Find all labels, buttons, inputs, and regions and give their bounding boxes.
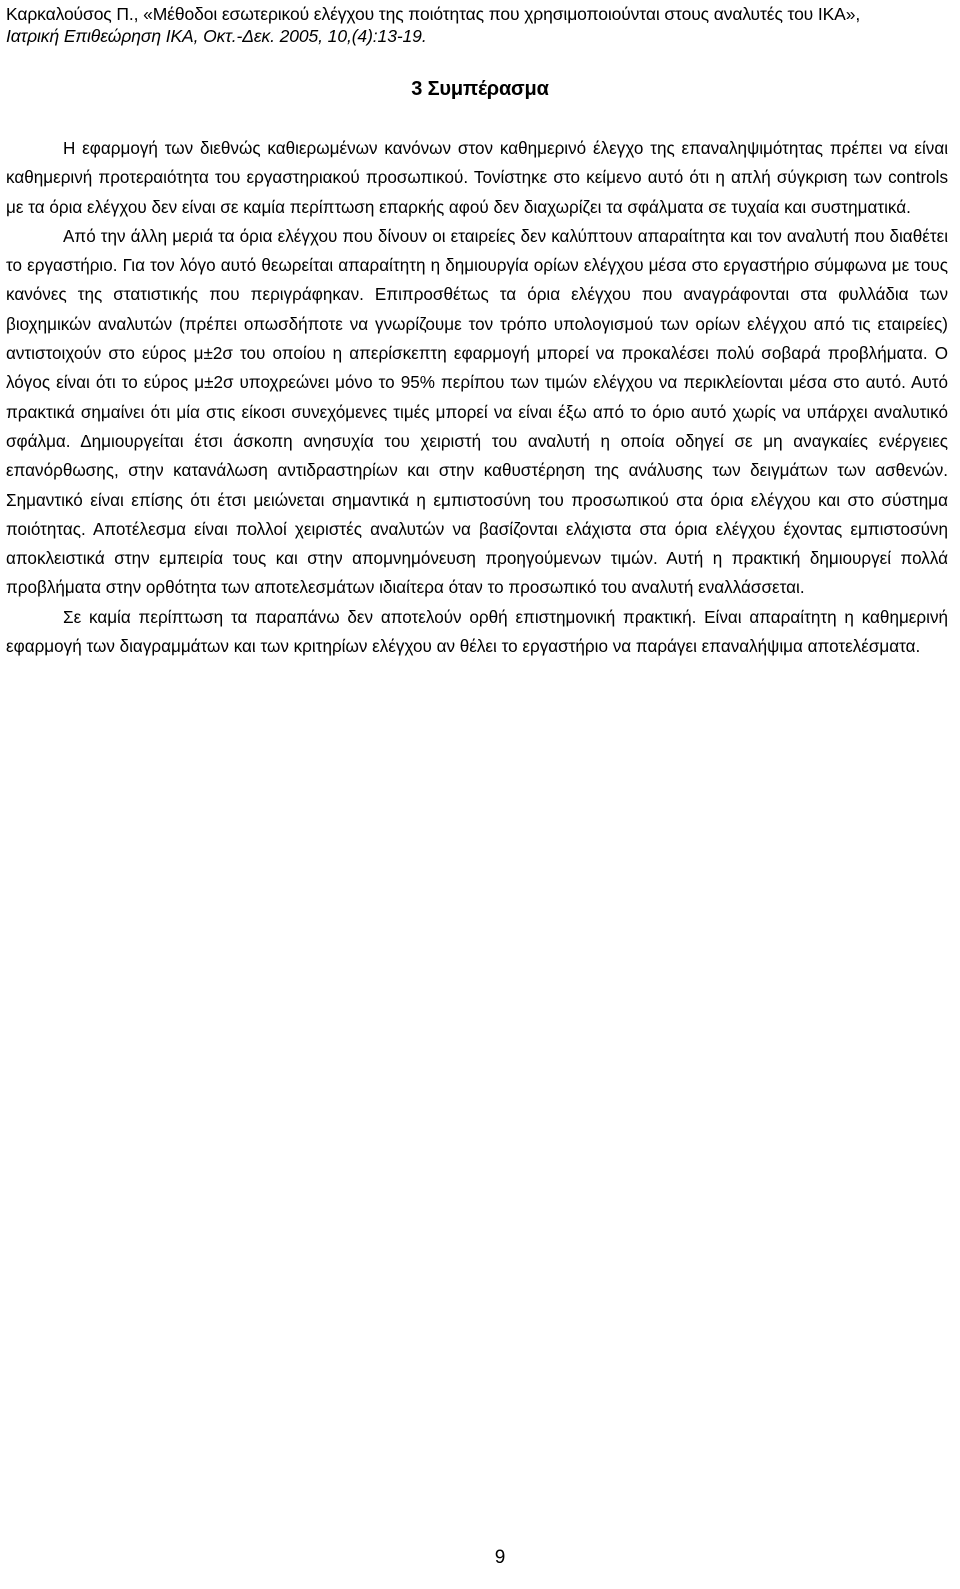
citation-line-journal: Ιατρική Επιθεώρηση ΙΚΑ, Οκτ.-Δεκ. 2005, 10,(4):13-19. bbox=[6, 26, 427, 46]
paragraph: Από την άλλη μεριά τα όρια ελέγχου που δίνουν οι εταιρείες δεν καλύπτουν απαραίτητα και τον αναλυτή που διαθέτει το εργαστήριο. Για τον λόγο αυτό θεωρείται απαραίτητη η δημιουργία ορίων ελέγχου μέσα στο εργαστήριο σύμφωνα με τους κανόνες της στατιστικής που περιγράφηκαν. Επιπροσθέτως τα όρια ελέγχου που αναγράφονται στα φυλλάδια των βιοχημικών αναλυτών (πρέπει οπωσδήποτε να γνωρίζουμε τον τρόπο υπολογισμού των ορίων ελέγχου από τις εταιρείες) αντιστοιχούν στο εύρος μ±2σ του οποίου η απερίσκεπτη εφαρμογή μπορεί να προκαλέσει πολύ σοβαρά προβλήματα. Ο λόγος είναι ότι το εύρος μ±2σ υποχρεώνει μόνο το 95% περίπου των τιμών ελέγχου να περικλείονται μέσα στο αυτό. Αυτό πρακτικά σημαίνει ότι μία στις είκοσι συνεχόμενες τιμές μπορεί να είναι έξω από το όριο αυτό χωρίς να υπάρχει αναλυτικό σφάλμα. Δημιουργείται έτσι άσκοπη ανησυχία του χειριστή του αναλυτή η οποία οδηγεί σε μη αναγκαίες ενέργειες επανόρθωσης, στην κατανάλωση αντιδραστηρίων και στην καθυστέρηση της ανάλυσης των δειγμάτων των ασθενών. Σημαντικό είναι επίσης ότι έτσι μειώνεται σημαντικά η εμπιστοσύνη του προσωπικού στα όρια ελέγχου και στο σύστημα ποιότητας. Αποτέλεσμα είναι πολλοί χειριστές αναλυτών να βασίζονται ελάχιστα στα όρια ελέγχου έχοντας εμπιστοσύνη αποκλειστικά στην εμπειρία τους και στην απομνημόνευση προηγούμενων τιμών. Αυτή η πρακτική δημιουργεί πολλά προβλήματα στην ορθότητα των αποτελεσμάτων ιδιαίτερα όταν το προσωπικό του αναλυτή εναλλάσσεται. bbox=[6, 226, 948, 598]
paragraph: Η εφαρμογή των διεθνώς καθιερωμένων κανόνων στον καθημερινό έλεγχο της επαναληψιμότητας πρέπει να είναι καθημερινή προτεραιότητα του εργαστηριακού προσωπικού. Τονίστηκε στο κείμενο αυτό ότι η απλή σύγκριση των controls με τα όρια ελέγχου δεν είναι σε καμία περίπτωση επαρκής αφού δεν διαχωρίζει τα σφάλματα σε τυχαία και συστηματικά. bbox=[6, 139, 948, 217]
citation-header bbox=[6, 3, 954, 47]
section-body bbox=[6, 134, 948, 661]
paragraph: Σε καμία περίπτωση τα παραπάνω δεν αποτελούν ορθή επιστημονική πρακτική. Είναι απαραίτητη η καθημερινή εφαρμογή των διαγραμμάτων και των κριτηρίων ελέγχου αν θέλει το εργαστήριο να παράγει επαναλήψιμα αποτελέσματα. bbox=[6, 607, 948, 657]
section-heading: 3 Συμπέρασμα bbox=[411, 78, 549, 100]
page-number: 9 bbox=[494, 1547, 506, 1568]
citation-line-authors-title: Καρκαλούσος Π., «Μέθοδοι εσωτερικού ελέγχου της ποιότητας που χρησιμοποιούνται στους αναλυτές του ΙΚΑ», bbox=[6, 4, 861, 24]
